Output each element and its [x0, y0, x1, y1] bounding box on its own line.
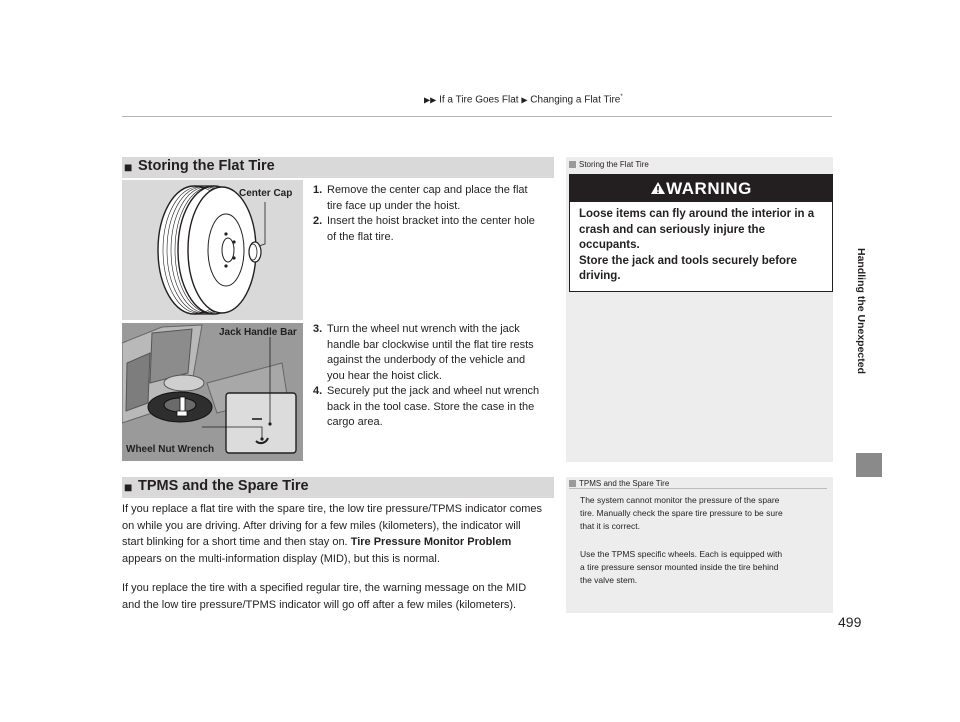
warning-line: crash and can seriously injure the — [579, 223, 765, 236]
tpms-message-bold: Tire Pressure Monitor Problem — [350, 536, 512, 548]
step-text: tire face up under the hoist. — [327, 199, 461, 212]
wheel-nut-wrench-label: Wheel Nut Wrench — [126, 444, 215, 455]
note-line: a tire pressure sensor mounted inside the tire behind — [580, 562, 779, 572]
note-line: The system cannot monitor the pressure of the spare — [580, 495, 780, 505]
warning-box — [569, 174, 833, 292]
paragraph-line: on while you are driving. After driving for a few miles (kilometers), the indicator will — [122, 519, 521, 532]
paragraph-line: If you replace a flat tire with the spare tire, the low tire pressure/TPMS indicator comes — [122, 503, 543, 515]
paragraph-line: If you replace the tire with a specified regular tire, the warning message on the MID — [122, 582, 527, 594]
note-tpms-paragraph-1 — [580, 494, 830, 533]
center-cap-label: Center Cap — [239, 188, 293, 199]
tire-illustration — [122, 180, 303, 320]
note-heading-storing — [569, 160, 649, 169]
section-square-icon: ■ — [124, 479, 133, 495]
header-divider — [122, 116, 832, 117]
step-number: 1. — [313, 184, 323, 196]
breadcrumb — [424, 94, 623, 105]
warning-line: occupants. — [579, 239, 640, 251]
note-reference-icon — [569, 480, 576, 487]
warning-title: WARNING — [666, 179, 752, 198]
note-divider — [569, 488, 827, 489]
warning-line: Loose items can fly around the interior in a — [579, 208, 815, 220]
note-line: tire. Manually check the spare tire pressure to be sure — [580, 508, 783, 518]
side-tab-marker — [856, 453, 882, 477]
tpms-paragraph-2 — [122, 580, 562, 613]
warning-line: driving. — [579, 270, 621, 282]
note-tpms-paragraph-2 — [580, 548, 830, 587]
note-line: that it is correct. — [580, 521, 640, 531]
tpms-paragraph-1 — [122, 501, 562, 567]
step-number: 4. — [313, 385, 323, 397]
section-header-tpms — [122, 477, 554, 498]
section-title: Storing the Flat Tire — [138, 158, 275, 174]
note-reference-icon — [569, 161, 576, 168]
breadcrumb-item-changing[interactable]: Changing a Flat Tire — [530, 94, 621, 106]
side-tab[interactable] — [850, 176, 872, 446]
step-text: Securely put the jack and wheel nut wrench — [327, 385, 540, 397]
note-heading-text: TPMS and the Spare Tire — [579, 479, 670, 488]
step-text: of the flat tire. — [327, 230, 394, 243]
step-text: against the underbody of the vehicle and — [327, 354, 526, 366]
page-number: 499 — [838, 614, 862, 630]
paragraph-text: start blinking for a short time and then stay on. — [122, 536, 351, 548]
breadcrumb-item-flat-tire[interactable]: If a Tire Goes Flat — [439, 94, 519, 106]
step-text: you hear the hoist click. — [327, 369, 442, 382]
warning-triangle-icon — [650, 181, 666, 195]
note-heading-tpms — [569, 479, 669, 488]
step-number: 3. — [313, 323, 323, 335]
step-3 — [313, 322, 558, 386]
step-text: handle bar clockwise until the flat tire rests — [327, 338, 534, 351]
step-4 — [313, 384, 558, 432]
asterisk-mark: * — [620, 94, 623, 100]
note-line: the valve stem. — [580, 575, 638, 585]
step-2 — [313, 214, 558, 246]
tire-figure — [122, 180, 303, 320]
warning-line: Store the jack and tools securely before — [579, 254, 797, 267]
breadcrumb-arrow-icon: ▶▶ — [424, 95, 437, 105]
step-text: Turn the wheel nut wrench with the jack — [327, 323, 520, 335]
breadcrumb-arrow-icon: ▶ — [521, 95, 528, 105]
jack-handle-bar-label: Jack Handle Bar — [219, 327, 297, 338]
cargo-illustration — [122, 323, 303, 461]
step-1 — [313, 183, 558, 215]
section-square-icon: ■ — [124, 159, 133, 175]
paragraph-line: appears on the multi-information display (MID), but this is normal. — [122, 552, 440, 565]
side-tab-label: Handling the Unexpected — [855, 247, 867, 375]
step-text: cargo area. — [327, 416, 383, 428]
step-number: 2. — [313, 215, 323, 227]
note-line: Use the TPMS specific wheels. Each is equipped with — [580, 549, 783, 559]
step-text: back in the tool case. Store the case in the — [327, 400, 535, 413]
paragraph-line — [122, 534, 562, 551]
cargo-figure — [122, 323, 303, 461]
section-title: TPMS and the Spare Tire — [138, 478, 309, 494]
warning-header — [570, 175, 832, 202]
step-text: Remove the center cap and place the flat — [327, 184, 528, 196]
step-text: Insert the hoist bracket into the center hole — [327, 215, 535, 227]
section-header-storing — [122, 157, 554, 178]
warning-text — [579, 207, 825, 285]
paragraph-line: and the low tire pressure/TPMS indicator will go off after a few miles (kilometers). — [122, 598, 517, 611]
note-heading-text: Storing the Flat Tire — [579, 160, 649, 169]
